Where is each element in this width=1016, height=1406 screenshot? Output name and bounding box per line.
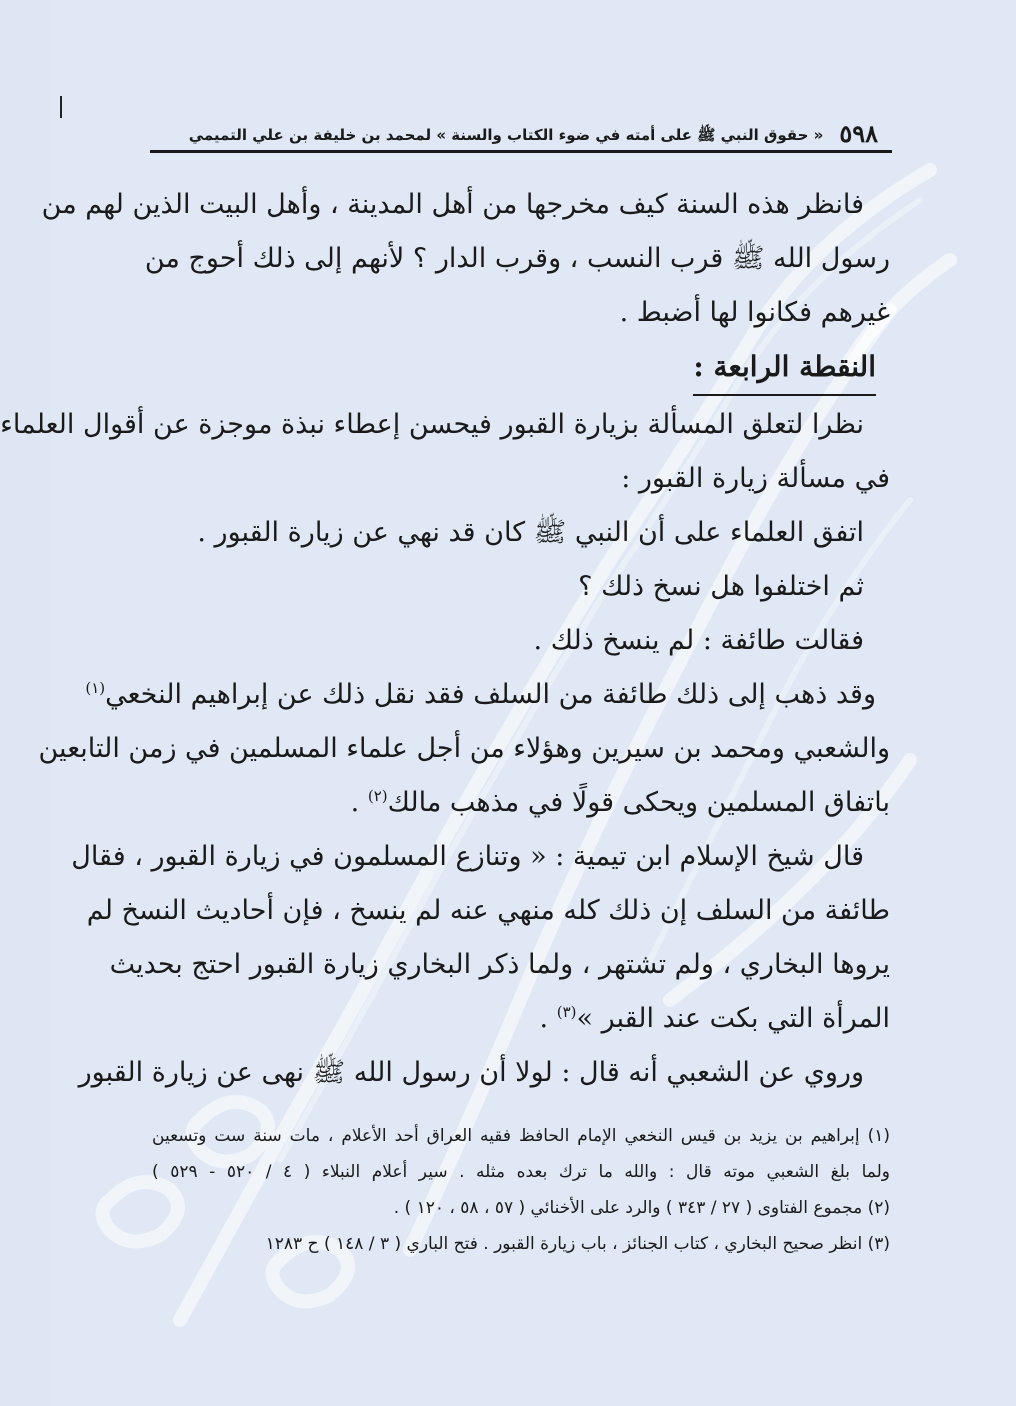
paragraph-line: فانظر هذه السنة كيف مخرجها من أهل المدينة ، وأهل البيت الذين لهم من <box>41 189 864 220</box>
page-number: ٥٩٨ <box>839 119 878 148</box>
footnote-ref: (٣) <box>556 1003 577 1021</box>
footnote-ref: (٢) <box>367 787 388 805</box>
paragraph-line: فقالت طائفة : لم ينسخ ذلك . <box>533 625 864 656</box>
footnote-line: (١) إبراهيم بن يزيد بن قيس النخعي الإمام الحافظ فقيه العراق أحد الأعلام ، مات سنة ست وتسعين <box>152 1126 890 1146</box>
footnote-line: (٣) انظر صحيح البخاري ، كتاب الجنائز ، باب زيارة القبور . فتح الباري ( ٣ / ١٤٨ ) ح ١٢٨٣ <box>265 1234 890 1254</box>
paragraph-line: اتفق العلماء على أن النبي ﷺ كان قد نهي عن زيارة القبور . <box>197 517 864 548</box>
paragraph-line: رسول الله ﷺ قرب النسب ، وقرب الدار ؟ لأنهم إلى ذلك أحوج من <box>144 243 890 274</box>
footnote-ref: (١) <box>85 679 106 697</box>
paragraph-line <box>85 668 890 722</box>
section-heading-wrap <box>152 340 890 398</box>
paragraph-line: في مسألة زيارة القبور : <box>621 463 890 494</box>
paragraph-line: نظرا لتعلق المسألة بزيارة القبور فيحسن إعطاء نبذة موجزة عن أقوال العلماء <box>0 409 864 440</box>
paragraph-line <box>152 776 890 830</box>
line-text: وقد ذهب إلى ذلك طائفة من السلف فقد نقل ذلك عن إبراهيم النخعي <box>105 679 876 710</box>
paragraph-line: يروها البخاري ، ولم تشتهر ، ولما ذكر البخاري زيارة القبور احتج بحديث <box>109 949 890 980</box>
footnotes <box>152 1118 890 1262</box>
footnote-line: (٢) مجموع الفتاوى ( ٢٧ / ٣٤٣ ) والرد على الأخنائي ( ٥٧ ، ٥٨ ، ١٢٠ ) . <box>393 1198 890 1218</box>
header-rule <box>150 150 892 153</box>
paragraph-line: ثم اختلفوا هل نسخ ذلك ؟ <box>578 571 864 602</box>
line-text: . <box>539 1003 557 1034</box>
running-title: « حقوق النبي ﷺ على أمته في ضوء الكتاب والسنة » لمحمد بن خليفة بن علي التميمي <box>188 126 824 144</box>
main-text <box>0 178 890 1100</box>
paragraph-line: وروي عن الشعبي أنه قال : لولا أن رسول الله ﷺ نهى عن زيارة القبور <box>78 1057 864 1088</box>
paragraph-line <box>152 992 890 1046</box>
line-text: . <box>350 787 368 818</box>
page-header <box>150 108 890 148</box>
paragraph-line <box>38 722 890 776</box>
paragraph-line: طائفة من السلف إن ذلك كله منهي عنه لم ينسخ ، فإن أحاديث النسخ لم <box>86 895 890 926</box>
line-text: المرأة التي بكت عند القبر » <box>576 1003 890 1034</box>
line-text: والشعبي ومحمد بن سيرين وهؤلاء من أجل علماء المسلمين في زمن التابعين <box>38 733 890 764</box>
section-heading: النقطة الرابعة : <box>693 340 876 396</box>
footnote-separator <box>150 1102 892 1103</box>
paragraph-line: غيرهم فكانوا لها أضبط . <box>619 297 890 328</box>
paragraph-line: قال شيخ الإسلام ابن تيمية : « وتنازع المسلمون في زيارة القبور ، فقال <box>71 841 864 872</box>
scan-margin-mark <box>60 96 62 118</box>
line-text: باتفاق المسلمين ويحكى قولًا في مذهب مالك <box>387 787 890 818</box>
footnote-line: ولما بلغ الشعبي موته قال : والله ما ترك بعده مثله . سير أعلام النبلاء ( ٤ / ٥٢٠ - ٥٢٩ ) <box>152 1162 890 1182</box>
